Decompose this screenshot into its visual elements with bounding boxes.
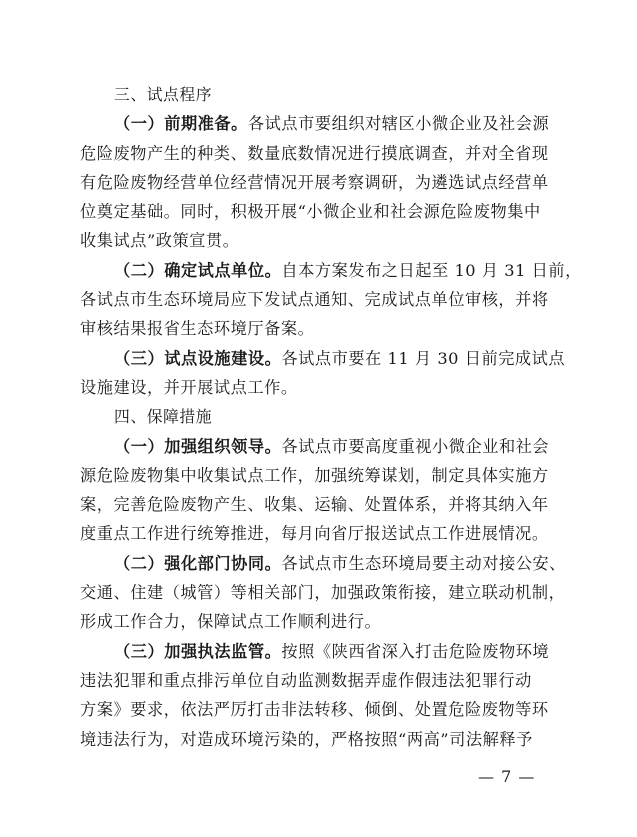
paragraph-line: 位奠定基础。同时，积极开展“小微企业和社会源危险废物集中 [80, 202, 541, 222]
document-body [80, 80, 582, 754]
paragraph-facility-construction-line [80, 344, 568, 373]
paragraph-line: 案，完善危险废物产生、收集、运输、处置体系，并将其纳入年 [80, 495, 549, 515]
paragraph-text: 自本方案发布之日起至 10 月 31 日前， [281, 260, 582, 280]
paragraph-line: 有危险废物经营单位经营情况开展考察调研，为遴选试点经营单 [80, 172, 549, 192]
paragraph-coordination-line [80, 549, 568, 578]
paragraph-preparation-line [80, 109, 568, 138]
section-heading-safeguards: 四、保障措施 [114, 407, 213, 427]
paragraph-line: 境违法行为，对造成环境污染的，严格按照“两高”司法解释予 [80, 729, 533, 749]
paragraph-line: 审核结果报省生态环境厅备案。 [80, 319, 315, 339]
paragraph-line: 违法犯罪和重点排污单位自动监测数据弄虚作假违法犯罪行动 [80, 670, 532, 690]
paragraph-label: （二）确定试点单位。 [114, 260, 282, 280]
paragraph-line: 危险废物产生的种类、数量底数情况进行摸底调查，并对全省现 [80, 143, 549, 163]
paragraph-line: 各试点市生态环境局应下发试点通知、完成试点单位审核，并将 [80, 290, 549, 310]
paragraph-line: 收集试点”政策宣贯。 [80, 231, 240, 251]
paragraph-text: 各试点市要高度重视小微企业和社会 [281, 436, 550, 456]
paragraph-confirm-units-line [80, 256, 582, 285]
paragraph-line: 方案》要求，依法严厉打击非法转移、倾倒、处置危险废物等环 [80, 700, 549, 720]
paragraph-text: 按照《陕西省深入打击危险废物环境 [281, 641, 550, 661]
section-heading-trial-procedure: 三、试点程序 [114, 85, 213, 104]
paragraph-text: 各试点市要组织对辖区小微企业及社会源 [247, 114, 550, 134]
paragraph-label: （一）前期准备。 [114, 114, 248, 134]
paragraph-line: 交通、住建（城管）等相关部门，加强政策衔接，建立联动机制， [80, 583, 566, 603]
paragraph-label: （二）强化部门协同。 [114, 553, 282, 573]
paragraph-text: 各试点市要在 11 月 30 日前完成试点 [281, 348, 566, 368]
paragraph-line: 度重点工作进行统筹推进，每月向省厅报送试点工作进展情况。 [80, 524, 549, 544]
paragraph-line: 设施建设，并开展试点工作。 [80, 377, 298, 397]
paragraph-line: 形成工作合力，保障试点工作顺利进行。 [80, 612, 382, 632]
paragraph-leadership-line [80, 432, 568, 461]
paragraph-label: （一）加强组织领导。 [114, 436, 282, 456]
page-number: — 7 — [478, 767, 536, 786]
paragraph-label: （三）试点设施建设。 [114, 348, 282, 368]
paragraph-enforcement-line [80, 637, 568, 666]
paragraph-line: 源危险废物集中收集试点工作，加强统筹谋划，制定具体实施方 [80, 465, 549, 485]
paragraph-text: 各试点市生态环境局要主动对接公安、 [281, 553, 566, 573]
paragraph-label: （三）加强执法监管。 [114, 641, 282, 661]
